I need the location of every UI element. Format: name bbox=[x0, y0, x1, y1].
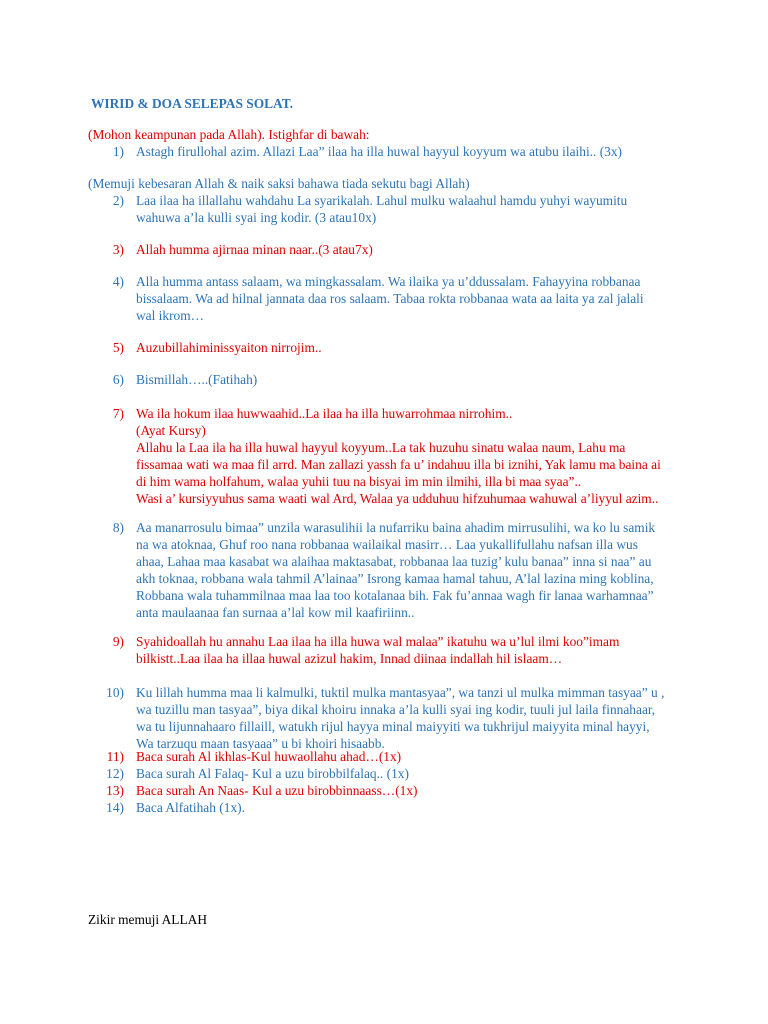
item-number: 5) bbox=[112, 340, 124, 355]
item-text bbox=[136, 371, 257, 388]
item-line: Laa ilaa ha illallahu wahdahu La syarikalah. Lahul mulku walaahul hamdu yuhyi wayumitu bbox=[136, 193, 628, 208]
item-text bbox=[136, 748, 401, 765]
item-number: 10) bbox=[106, 685, 124, 700]
item-number: 6) bbox=[112, 372, 124, 387]
item-text bbox=[136, 782, 418, 799]
item-line: Wasi a’ kursiyyuhus sama waati wal Ard, Walaa ya udduhuu hifzuhumaa wahuwal a’liyyul azim.. bbox=[136, 491, 659, 506]
item-line: Ku lillah humma maa li kalmulki, tuktil mulka mantasyaa”, wa tanzi ul mulka mimman tasyaa” u , bbox=[136, 685, 665, 700]
item-text bbox=[136, 143, 622, 160]
item-text bbox=[136, 633, 619, 667]
item-line: Baca Alfatihah (1x). bbox=[136, 800, 245, 815]
item-text bbox=[136, 519, 655, 621]
item-line: Aa manarrosulu bimaa” unzila warasulihii la nufarriku baina ahadim mirrusulihi, wa ko lu samik bbox=[136, 520, 656, 535]
item-text bbox=[136, 405, 661, 507]
item-line: Wa tarzuqu maan tasyaaa” u bi khoiri hisaabb. bbox=[136, 736, 385, 751]
item-number: 8) bbox=[112, 520, 124, 535]
item-line: Allahu la Laa ila ha illa huwal hayyul koyyum..La tak huzuhu sinatu walaa naum, Lahu ma bbox=[136, 440, 626, 455]
item-line: Astagh firullohal azim. Allazi Laa” ilaa ha illa huwal hayyul koyyum wa atubu ilaihi.. (3x) bbox=[136, 144, 623, 159]
item-number: 14) bbox=[106, 800, 124, 815]
item-line: bissalaam. Wa ad hilnal jannata daa ros salaam. Tabaa rokta robbanaa wata aa laita ya zal jalali bbox=[136, 291, 644, 306]
item-line: ahaa, Lahaa maa kasabat wa alaihaa maktasabat, robbanaa laa tuzig’ kulu banaa” inna si naa” au bbox=[136, 554, 652, 569]
item-text bbox=[136, 241, 373, 258]
item-text bbox=[136, 192, 627, 226]
item-number: 2) bbox=[112, 193, 124, 208]
item-line: anta maulaanaa fan surnaa a’lal kow mil kaafiriinn.. bbox=[136, 605, 415, 620]
item-line: Baca surah Al Falaq- Kul a uzu birobbilfalaq.. (1x) bbox=[136, 766, 409, 781]
item-line: na wa atoknaa, Ghuf roo nana robbanaa wailaikal masirr… Laa yukallifullahu nafsan illa wus bbox=[136, 537, 638, 552]
item-line: Robbana wala tuhammilnaa maa laa too kotalanaa bih. Fak fu’annaa wagh fir lanaa warhamnaa” bbox=[136, 588, 654, 603]
item-text bbox=[136, 273, 644, 324]
item-line: Auzubillahiminissyaiton nirrojim.. bbox=[136, 340, 322, 355]
item-text bbox=[136, 765, 409, 782]
item-line: Allah humma ajirnaa minan naar..(3 atau7x) bbox=[136, 242, 373, 257]
item-number: 4) bbox=[112, 274, 124, 289]
item-line: akh toknaa, robbana wala tahmil A’lainaa” Isrong kamaa hamal tahuu, A’lal lazina ming koblina, bbox=[136, 571, 654, 586]
footer-text: Zikir memuji ALLAH bbox=[88, 912, 208, 927]
item-text bbox=[136, 339, 322, 356]
item-number: 12) bbox=[106, 766, 124, 781]
item-number: 13) bbox=[106, 783, 124, 798]
item-line: Baca surah An Naas- Kul a uzu birobbinnaass…(1x) bbox=[136, 783, 418, 798]
item-text bbox=[136, 799, 245, 816]
item-line: Alla humma antass salaam, wa mingkassalam. Wa ilaika ya u’ddussalam. Fahayyina robbanaa bbox=[136, 274, 641, 289]
document-title: WIRID & DOA SELEPAS SOLAT. bbox=[91, 96, 294, 111]
intro-istighfar: (Mohon keampunan pada Allah). Istighfar di bawah: bbox=[88, 127, 370, 142]
item-line: wahuwa a’la kulli syai ing kodir. (3 atau10x) bbox=[136, 210, 377, 225]
item-line: Wa ila hokum ilaa huwwaahid..La ilaa ha illa huwarrohmaa nirrohim.. bbox=[136, 406, 513, 421]
item-line: wa tu lijunnahaaro fillaill, watukh rijul hayya minal maiyyiti wa tukhrijul maiyyita minal hayyi, bbox=[136, 719, 650, 734]
item-line: di him wama holfahum, walaa yuhii tuu na bisyai im min ilmihi, illa bi maa syaa”.. bbox=[136, 474, 582, 489]
item-number: 11) bbox=[106, 749, 124, 764]
item-line: wal ikrom… bbox=[136, 308, 205, 323]
item-line: wa tuzillu man tasyaa”, biya dikal khoiru innaka a’la kulli syai ing kodir, tuuli jul laila finnahaar, bbox=[136, 702, 656, 717]
item-number: 1) bbox=[112, 144, 124, 159]
item-number: 9) bbox=[112, 634, 124, 649]
item-number: 7) bbox=[112, 406, 124, 421]
item-text bbox=[136, 684, 664, 752]
item-line: Syahidoallah hu annahu Laa ilaa ha illa huwa wal malaa” ikatuhu wa u’lul ilmi koo”imam bbox=[136, 634, 620, 649]
item-line: Baca surah Al ikhlas-Kul huwaollahu ahad…(1x) bbox=[136, 749, 402, 764]
item-line: Bismillah…..(Fatihah) bbox=[136, 372, 258, 387]
intro-memuji: (Memuji kebesaran Allah & naik saksi bahawa tiada sekutu bagi Allah) bbox=[88, 176, 470, 191]
item-line: bilkistt..Laa ilaa ha illaa huwal azizul hakim, Innad diinaa indallah hil islaam… bbox=[136, 651, 563, 666]
item-number: 3) bbox=[112, 242, 124, 257]
item-line: (Ayat Kursy) bbox=[136, 423, 206, 438]
item-line: fissamaa wati wa maa fil arrd. Man zallazi yassh fa u’ indahuu illa bi iznihi, Yak lamu ma baina ai bbox=[136, 457, 661, 472]
